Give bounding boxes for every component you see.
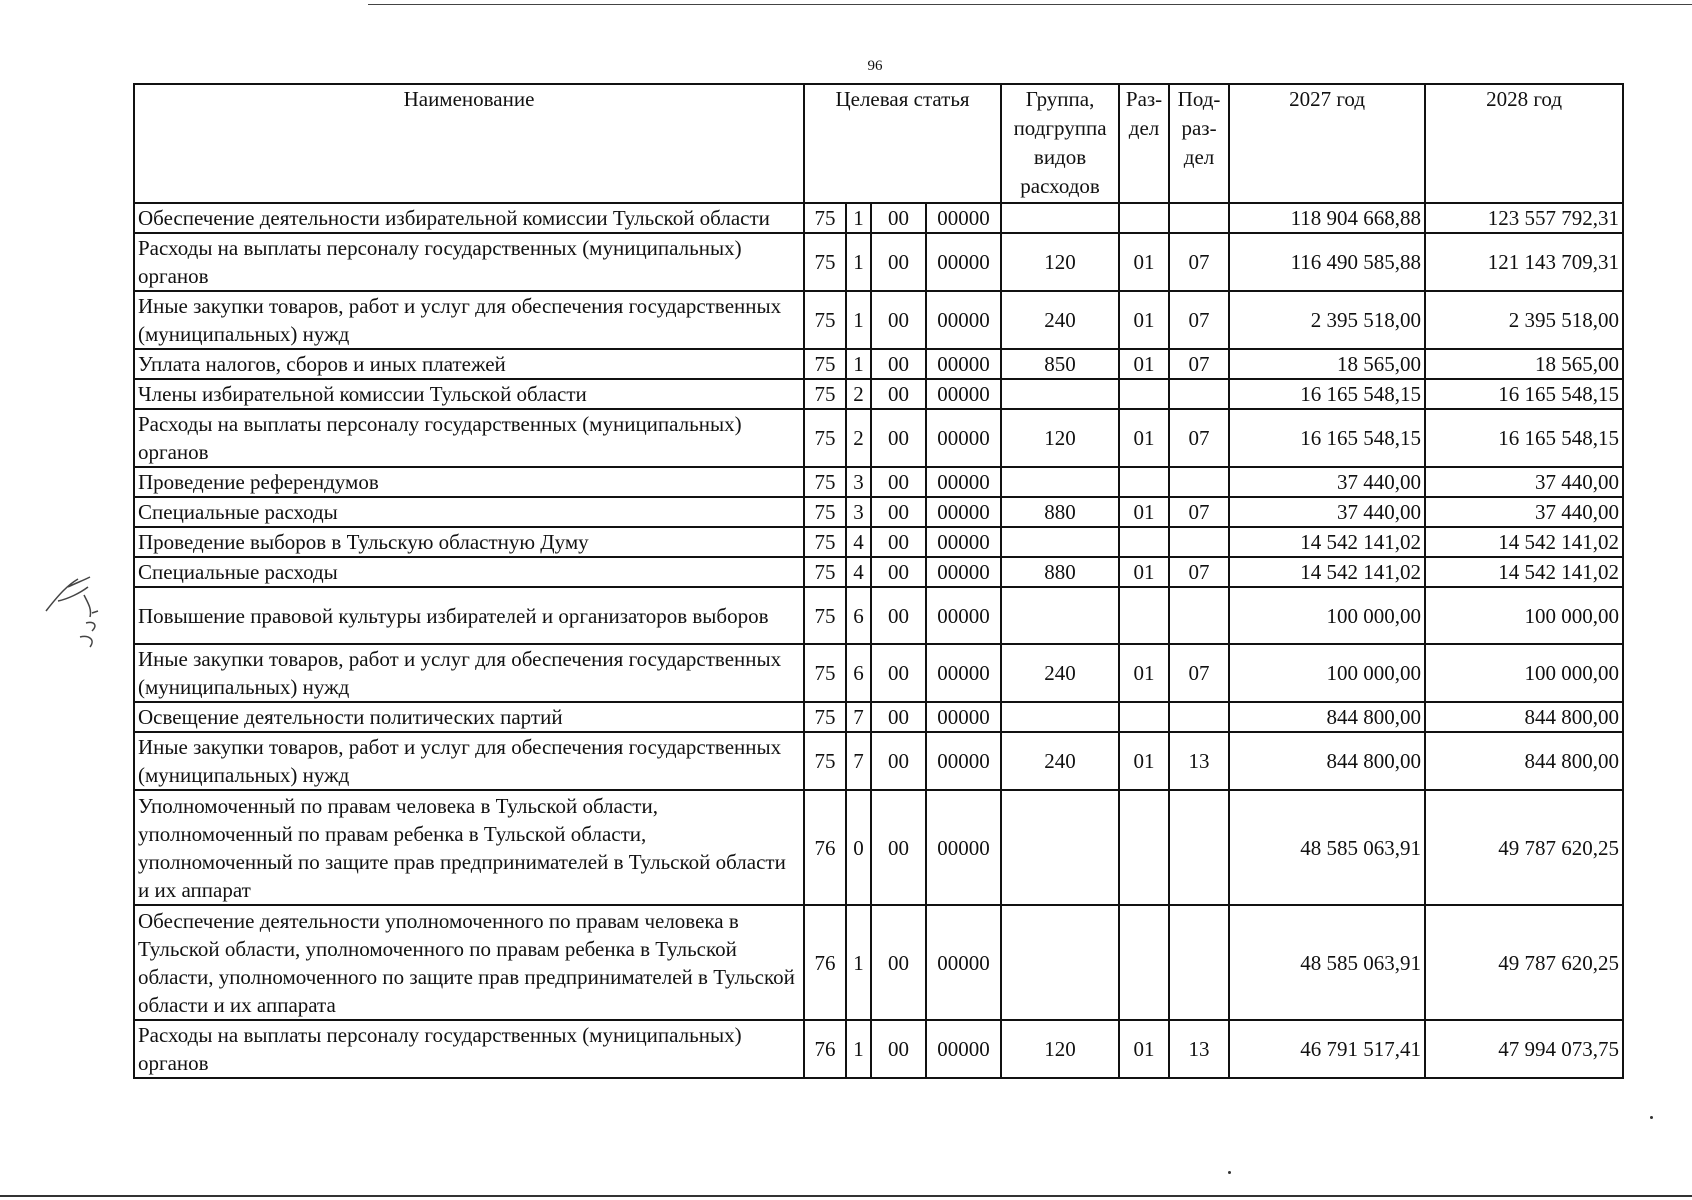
podrazdel: 07 (1169, 644, 1229, 702)
target-part-3: 00 (871, 644, 926, 702)
podrazdel: 07 (1169, 291, 1229, 349)
target-part-1: 75 (804, 557, 846, 587)
amount-2028: 47 994 073,75 (1425, 1020, 1623, 1078)
amount-2028: 123 557 792,31 (1425, 203, 1623, 233)
expense-group (1001, 790, 1119, 905)
row-name: Уполномоченный по правам человека в Тульской области, уполномоченный по правам ребенка в Тульской области, уполномоченный по защите прав предпринимателей в Тульской области и их аппарат (134, 790, 804, 905)
razdel: 01 (1119, 644, 1169, 702)
podrazdel: 13 (1169, 1020, 1229, 1078)
table-row (134, 1020, 1623, 1078)
amount-2028: 14 542 141,02 (1425, 557, 1623, 587)
bottom-rule (0, 1195, 1692, 1197)
row-name: Иные закупки товаров, работ и услуг для обеспечения государственных (муниципальных) нужд (134, 644, 804, 702)
expense-group (1001, 905, 1119, 1020)
table-row (134, 379, 1623, 409)
podrazdel (1169, 527, 1229, 557)
target-part-1: 75 (804, 497, 846, 527)
target-part-2: 7 (846, 702, 871, 732)
target-part-2: 4 (846, 527, 871, 557)
table-row (134, 291, 1623, 349)
target-part-1: 75 (804, 587, 846, 644)
table-row (134, 467, 1623, 497)
row-name: Проведение выборов в Тульскую областную Думу (134, 527, 804, 557)
target-part-4: 00000 (926, 291, 1001, 349)
table-row (134, 732, 1623, 790)
target-part-1: 75 (804, 291, 846, 349)
handwritten-mark (38, 565, 128, 665)
table-row (134, 527, 1623, 557)
razdel (1119, 527, 1169, 557)
table-row (134, 790, 1623, 905)
podrazdel (1169, 702, 1229, 732)
amount-2027: 100 000,00 (1229, 587, 1425, 644)
target-part-2: 1 (846, 203, 871, 233)
target-part-3: 00 (871, 291, 926, 349)
target-part-4: 00000 (926, 732, 1001, 790)
table-row (134, 349, 1623, 379)
razdel (1119, 379, 1169, 409)
razdel (1119, 905, 1169, 1020)
target-part-2: 2 (846, 379, 871, 409)
table-row (134, 905, 1623, 1020)
amount-2028: 14 542 141,02 (1425, 527, 1623, 557)
target-part-3: 00 (871, 497, 926, 527)
row-name: Освещение деятельности политических партий (134, 702, 804, 732)
table-row (134, 233, 1623, 291)
expense-group: 240 (1001, 732, 1119, 790)
row-name: Иные закупки товаров, работ и услуг для обеспечения государственных (муниципальных) нужд (134, 291, 804, 349)
target-part-4: 00000 (926, 702, 1001, 732)
table-row (134, 497, 1623, 527)
amount-2027: 37 440,00 (1229, 497, 1425, 527)
target-part-1: 75 (804, 467, 846, 497)
amount-2028: 18 565,00 (1425, 349, 1623, 379)
budget-table (133, 83, 1624, 1079)
podrazdel (1169, 379, 1229, 409)
expense-group: 880 (1001, 557, 1119, 587)
target-part-1: 75 (804, 349, 846, 379)
header-year-2028: 2028 год (1425, 84, 1623, 203)
target-part-1: 75 (804, 527, 846, 557)
target-part-4: 00000 (926, 527, 1001, 557)
target-part-2: 3 (846, 467, 871, 497)
target-part-3: 00 (871, 467, 926, 497)
amount-2027: 18 565,00 (1229, 349, 1425, 379)
amount-2028: 2 395 518,00 (1425, 291, 1623, 349)
amount-2027: 844 800,00 (1229, 732, 1425, 790)
expense-group: 120 (1001, 1020, 1119, 1078)
amount-2027: 2 395 518,00 (1229, 291, 1425, 349)
scan-speck (1228, 1171, 1231, 1174)
target-part-2: 4 (846, 557, 871, 587)
target-part-1: 75 (804, 233, 846, 291)
target-part-4: 00000 (926, 644, 1001, 702)
amount-2028: 844 800,00 (1425, 732, 1623, 790)
amount-2028: 37 440,00 (1425, 467, 1623, 497)
row-name: Обеспечение деятельности избирательной комиссии Тульской области (134, 203, 804, 233)
row-name: Члены избирательной комиссии Тульской области (134, 379, 804, 409)
podrazdel: 13 (1169, 732, 1229, 790)
page-number: 96 (867, 58, 883, 74)
target-part-3: 00 (871, 1020, 926, 1078)
razdel: 01 (1119, 557, 1169, 587)
amount-2028: 121 143 709,31 (1425, 233, 1623, 291)
target-part-2: 1 (846, 233, 871, 291)
table-body (134, 203, 1623, 1078)
row-name: Уплата налогов, сборов и иных платежей (134, 349, 804, 379)
target-part-4: 00000 (926, 587, 1001, 644)
target-part-3: 00 (871, 557, 926, 587)
amount-2027: 118 904 668,88 (1229, 203, 1425, 233)
podrazdel (1169, 905, 1229, 1020)
target-part-3: 00 (871, 379, 926, 409)
expense-group (1001, 467, 1119, 497)
target-part-2: 6 (846, 644, 871, 702)
expense-group (1001, 379, 1119, 409)
amount-2028: 49 787 620,25 (1425, 905, 1623, 1020)
expense-group: 240 (1001, 291, 1119, 349)
row-name: Расходы на выплаты персоналу государственных (муниципальных) органов (134, 409, 804, 467)
razdel: 01 (1119, 233, 1169, 291)
razdel (1119, 702, 1169, 732)
target-part-2: 2 (846, 409, 871, 467)
razdel: 01 (1119, 349, 1169, 379)
header-podrazdel: Под- раз- дел (1169, 84, 1229, 203)
amount-2027: 16 165 548,15 (1229, 379, 1425, 409)
header-target-article: Целевая статья (804, 84, 1001, 203)
razdel (1119, 790, 1169, 905)
amount-2028: 100 000,00 (1425, 587, 1623, 644)
amount-2027: 100 000,00 (1229, 644, 1425, 702)
table-row (134, 203, 1623, 233)
target-part-1: 75 (804, 379, 846, 409)
header-expense-group: Группа, подгруппа видов расходов (1001, 84, 1119, 203)
target-part-1: 75 (804, 732, 846, 790)
razdel (1119, 467, 1169, 497)
target-part-4: 00000 (926, 467, 1001, 497)
target-part-4: 00000 (926, 1020, 1001, 1078)
expense-group (1001, 203, 1119, 233)
amount-2028: 37 440,00 (1425, 497, 1623, 527)
razdel: 01 (1119, 1020, 1169, 1078)
target-part-1: 76 (804, 1020, 846, 1078)
table-row (134, 644, 1623, 702)
target-part-3: 00 (871, 732, 926, 790)
target-part-4: 00000 (926, 905, 1001, 1020)
amount-2027: 48 585 063,91 (1229, 905, 1425, 1020)
target-part-4: 00000 (926, 233, 1001, 291)
amount-2027: 116 490 585,88 (1229, 233, 1425, 291)
target-part-1: 75 (804, 702, 846, 732)
target-part-2: 1 (846, 905, 871, 1020)
header-year-2027: 2027 год (1229, 84, 1425, 203)
target-part-3: 00 (871, 790, 926, 905)
target-part-2: 1 (846, 291, 871, 349)
row-name: Проведение референдумов (134, 467, 804, 497)
amount-2028: 49 787 620,25 (1425, 790, 1623, 905)
podrazdel: 07 (1169, 409, 1229, 467)
row-name: Расходы на выплаты персоналу государственных (муниципальных) органов (134, 1020, 804, 1078)
amount-2027: 14 542 141,02 (1229, 557, 1425, 587)
row-name: Повышение правовой культуры избирателей и организаторов выборов (134, 587, 804, 644)
razdel: 01 (1119, 732, 1169, 790)
table-row (134, 702, 1623, 732)
target-part-4: 00000 (926, 409, 1001, 467)
target-part-4: 00000 (926, 557, 1001, 587)
target-part-3: 00 (871, 702, 926, 732)
target-part-4: 00000 (926, 379, 1001, 409)
target-part-3: 00 (871, 409, 926, 467)
podrazdel: 07 (1169, 349, 1229, 379)
scan-speck (1650, 1116, 1653, 1119)
podrazdel (1169, 790, 1229, 905)
podrazdel (1169, 467, 1229, 497)
target-part-3: 00 (871, 233, 926, 291)
row-name: Специальные расходы (134, 557, 804, 587)
razdel: 01 (1119, 291, 1169, 349)
expense-group (1001, 702, 1119, 732)
table-header-row (134, 84, 1623, 203)
podrazdel: 07 (1169, 233, 1229, 291)
target-part-2: 0 (846, 790, 871, 905)
target-part-4: 00000 (926, 790, 1001, 905)
table-row (134, 587, 1623, 644)
target-part-1: 76 (804, 905, 846, 1020)
amount-2028: 100 000,00 (1425, 644, 1623, 702)
expense-group: 120 (1001, 233, 1119, 291)
amount-2027: 14 542 141,02 (1229, 527, 1425, 557)
target-part-2: 7 (846, 732, 871, 790)
podrazdel: 07 (1169, 497, 1229, 527)
expense-group (1001, 587, 1119, 644)
row-name: Расходы на выплаты персоналу государственных (муниципальных) органов (134, 233, 804, 291)
razdel: 01 (1119, 497, 1169, 527)
target-part-3: 00 (871, 905, 926, 1020)
top-rule (368, 4, 1692, 5)
row-name: Обеспечение деятельности уполномоченного по правам человека в Тульской области, уполномоченного по правам ребенка в Тульской области, уполномоченного по защите прав предпринимателей в Тульской области и их аппарата (134, 905, 804, 1020)
expense-group: 850 (1001, 349, 1119, 379)
target-part-2: 1 (846, 349, 871, 379)
expense-group: 880 (1001, 497, 1119, 527)
expense-group: 120 (1001, 409, 1119, 467)
amount-2027: 37 440,00 (1229, 467, 1425, 497)
target-part-2: 1 (846, 1020, 871, 1078)
target-part-2: 6 (846, 587, 871, 644)
amount-2027: 16 165 548,15 (1229, 409, 1425, 467)
expense-group (1001, 527, 1119, 557)
target-part-4: 00000 (926, 203, 1001, 233)
target-part-3: 00 (871, 527, 926, 557)
target-part-3: 00 (871, 349, 926, 379)
target-part-4: 00000 (926, 497, 1001, 527)
razdel (1119, 203, 1169, 233)
target-part-3: 00 (871, 587, 926, 644)
podrazdel (1169, 587, 1229, 644)
amount-2027: 46 791 517,41 (1229, 1020, 1425, 1078)
table-row (134, 557, 1623, 587)
amount-2028: 16 165 548,15 (1425, 409, 1623, 467)
amount-2027: 844 800,00 (1229, 702, 1425, 732)
target-part-1: 75 (804, 203, 846, 233)
expense-group: 240 (1001, 644, 1119, 702)
row-name: Иные закупки товаров, работ и услуг для обеспечения государственных (муниципальных) нужд (134, 732, 804, 790)
table-row (134, 409, 1623, 467)
target-part-4: 00000 (926, 349, 1001, 379)
target-part-2: 3 (846, 497, 871, 527)
podrazdel (1169, 203, 1229, 233)
amount-2028: 844 800,00 (1425, 702, 1623, 732)
amount-2028: 16 165 548,15 (1425, 379, 1623, 409)
target-part-1: 75 (804, 644, 846, 702)
target-part-3: 00 (871, 203, 926, 233)
header-razdel: Раз- дел (1119, 84, 1169, 203)
header-name: Наименование (134, 84, 804, 203)
amount-2027: 48 585 063,91 (1229, 790, 1425, 905)
target-part-1: 76 (804, 790, 846, 905)
razdel: 01 (1119, 409, 1169, 467)
row-name: Специальные расходы (134, 497, 804, 527)
target-part-1: 75 (804, 409, 846, 467)
razdel (1119, 587, 1169, 644)
podrazdel: 07 (1169, 557, 1229, 587)
